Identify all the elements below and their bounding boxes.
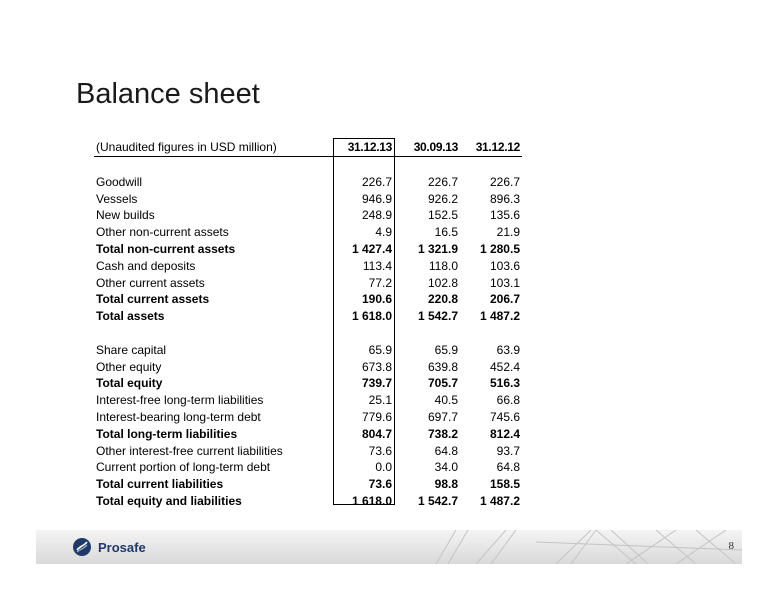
row-value-1: 739.7	[361, 376, 392, 391]
table-row	[94, 359, 522, 376]
row-value-1: 4.9	[375, 225, 392, 240]
column-header-1: 31.12.13	[347, 140, 392, 154]
row-value-1: 0.0	[375, 460, 392, 475]
row-value-3: 1 487.2	[479, 493, 520, 508]
row-value-1: 65.9	[368, 342, 392, 357]
row-label: Cash and deposits	[96, 258, 196, 273]
prosafe-logo-icon	[72, 537, 92, 557]
column-header-3: 31.12.12	[475, 140, 520, 154]
row-label: Total long-term liabilities	[96, 426, 238, 441]
row-value-3: 206.7	[489, 292, 520, 307]
row-label: Total current assets	[96, 292, 210, 307]
prosafe-logo	[72, 537, 146, 557]
table-row	[94, 241, 522, 258]
row-value-1: 73.6	[368, 443, 392, 458]
row-value-3: 135.6	[489, 208, 520, 223]
row-value-3: 21.9	[496, 225, 520, 240]
table-row	[94, 258, 522, 275]
row-label: New builds	[96, 208, 155, 223]
row-value-1: 779.6	[361, 409, 392, 424]
row-value-2: 639.8	[427, 359, 458, 374]
row-value-3: 226.7	[489, 174, 520, 189]
row-value-3: 63.9	[496, 342, 520, 357]
table-row	[94, 493, 522, 510]
row-label: Vessels	[96, 191, 138, 206]
spacer-row	[94, 325, 522, 342]
logo-text: Prosafe	[98, 539, 146, 555]
table-row	[94, 476, 522, 493]
row-label: Share capital	[96, 342, 167, 357]
row-label: Total equity	[96, 376, 163, 391]
row-value-3: 66.8	[496, 393, 520, 408]
row-value-2: 64.8	[434, 443, 458, 458]
table-row	[94, 308, 522, 325]
row-value-3: 745.6	[489, 409, 520, 424]
row-value-1: 226.7	[361, 174, 392, 189]
row-value-2: 697.7	[427, 409, 458, 424]
row-value-2: 16.5	[434, 225, 458, 240]
row-value-2: 152.5	[427, 208, 458, 223]
row-value-3: 103.6	[489, 258, 520, 273]
table-row	[94, 224, 522, 241]
row-value-1: 73.6	[368, 477, 392, 492]
table-row	[94, 191, 522, 208]
row-value-2: 98.8	[434, 477, 458, 492]
row-value-2: 926.2	[427, 191, 458, 206]
row-value-3: 516.3	[489, 376, 520, 391]
table-row	[94, 342, 522, 359]
table-row	[94, 392, 522, 409]
row-label: Interest-free long-term liabilities	[96, 393, 264, 408]
balance-sheet-table	[94, 138, 522, 510]
column-header-2: 30.09.13	[413, 140, 458, 154]
row-value-2: 1 321.9	[417, 241, 458, 256]
row-value-1: 25.1	[368, 393, 392, 408]
table-row	[94, 375, 522, 392]
row-value-2: 738.2	[427, 426, 458, 441]
row-value-2: 220.8	[427, 292, 458, 307]
table-row	[94, 291, 522, 308]
row-value-1: 248.9	[361, 208, 392, 223]
table-row	[94, 207, 522, 224]
row-value-1: 946.9	[361, 191, 392, 206]
row-value-2: 1 542.7	[417, 493, 458, 508]
row-value-3: 103.1	[489, 275, 520, 290]
row-value-3: 1 487.2	[479, 309, 520, 324]
table-row	[94, 409, 522, 426]
row-value-3: 93.7	[496, 443, 520, 458]
row-value-1: 1 618.0	[351, 493, 392, 508]
row-value-3: 64.8	[496, 460, 520, 475]
table-row	[94, 459, 522, 476]
row-value-2: 1 542.7	[417, 309, 458, 324]
row-value-2: 34.0	[434, 460, 458, 475]
row-label: Goodwill	[96, 174, 143, 189]
row-value-3: 452.4	[489, 359, 520, 374]
table-row	[94, 443, 522, 460]
table-row	[94, 275, 522, 292]
row-label: Total current liabilities	[96, 477, 224, 492]
row-label: Other non-current assets	[96, 225, 229, 240]
table-header	[94, 138, 522, 157]
row-label: Total assets	[96, 309, 165, 324]
spacer-row	[94, 157, 522, 174]
row-value-1: 804.7	[361, 426, 392, 441]
row-value-2: 226.7	[427, 174, 458, 189]
row-value-2: 118.0	[428, 258, 458, 273]
row-label: Other interest-free current liabilities	[96, 443, 283, 458]
row-value-1: 1 618.0	[351, 309, 392, 324]
row-value-2: 705.7	[427, 376, 458, 391]
row-label: Other current assets	[96, 275, 205, 290]
table-row	[94, 426, 522, 443]
row-label: Total non-current assets	[96, 241, 236, 256]
row-value-2: 65.9	[434, 342, 458, 357]
row-value-1: 77.2	[368, 275, 392, 290]
row-value-1: 1 427.4	[351, 241, 392, 256]
row-label: Total equity and liabilities	[96, 493, 242, 508]
footer-bar	[36, 530, 742, 564]
page-title: Balance sheet	[76, 78, 260, 110]
row-value-1: 190.6	[361, 292, 392, 307]
table-body	[94, 157, 522, 510]
row-value-3: 896.3	[489, 191, 520, 206]
row-value-2: 40.5	[434, 393, 458, 408]
row-label: Other equity	[96, 359, 162, 374]
table-row	[94, 174, 522, 191]
row-value-1: 113.4	[362, 258, 392, 273]
row-label: Interest-bearing long-term debt	[96, 409, 261, 424]
row-value-3: 158.5	[489, 477, 520, 492]
page-number: 8	[728, 540, 734, 552]
table-caption: (Unaudited figures in USD million)	[96, 140, 277, 154]
row-value-2: 102.8	[427, 275, 458, 290]
row-value-3: 812.4	[489, 426, 520, 441]
row-value-1: 673.8	[361, 359, 392, 374]
row-value-3: 1 280.5	[479, 241, 520, 256]
row-label: Current portion of long-term debt	[96, 460, 271, 475]
